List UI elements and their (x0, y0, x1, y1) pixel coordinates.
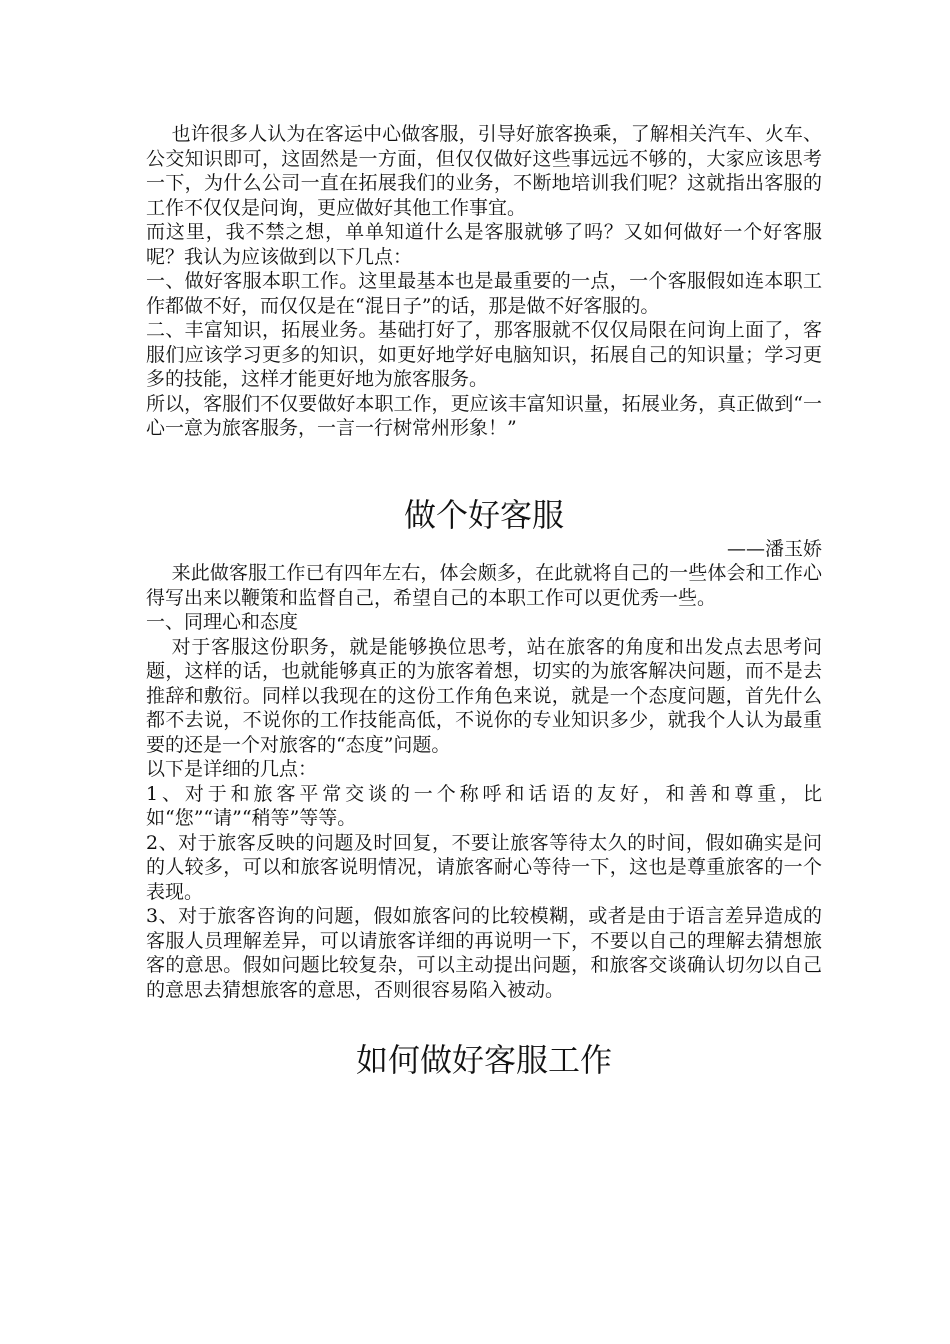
paragraph: 以下是详细的几点： (146, 758, 318, 780)
spacer (146, 441, 822, 493)
paragraph: 也许很多人认为在客运中心做客服，引导好旅客换乘，了解相关汽车、火车、公交知识即可，这固然是一方面，但仅仅做好这些事远远不够的，大家应该思考一下，为什么公司一直在拓展我们的业务，不断地培训我们呢？这就指出客服的工作不仅仅是问询，更应做好其他工作事宜。 (146, 123, 822, 219)
section-title: 如何做好客服工作 (355, 1041, 612, 1079)
spacer (146, 1002, 822, 1038)
list-item: 1、对于和旅客平常交谈的一个称呼和话语的友好，和善和尊重，比如“您”“请”“稍等”等等。 (146, 782, 822, 829)
list-item: 3、对于旅客咨询的问题，假如旅客问的比较模糊，或者是由于语言差异造成的客服人员理解差异，可以请旅客详细的再说明一下，不要以自己的理解去猜想旅客的意思。假如问题比较复杂，可以主动提出问题，和旅客交谈确认切勿以自己的意思去猜想旅客的意思，否则很容易陷入被动。 (146, 905, 822, 1001)
paragraph: 二、丰富知识，拓展业务。基础打好了，那客服就不仅仅局限在问询上面了，客服们应该学习更多的知识，如更好地学好电脑知识，拓展自己的知识量；学习更多的技能，这样才能更好地为旅客服务。 (146, 319, 822, 390)
paragraph: 而这里，我不禁之想，单单知道什么是客服就够了吗？又如何做好一个好客服呢？我认为应该做到以下几点： (146, 221, 822, 268)
section-title: 做个好客服 (403, 495, 564, 534)
author-line: ——潘玉娇 (726, 537, 822, 560)
paragraph: 所以，客服们不仅要做好本职工作，更应该丰富知识量，拓展业务，真正做到“一心一意为旅客服务，一言一行树常州形象！” (146, 392, 822, 439)
paragraph: 对于客服这份职务，就是能够换位思考，站在旅客的角度和出发点去思考问题，这样的话，也就能够真正的为旅客着想，切实的为旅客解决问题，而不是去推辞和敷衍。同样以我现在的这份工作角色来说，就是一个态度问题，首先什么都不去说，不说你的工作技能高低，不说你的专业知识多少，就我个人认为最重要的还是一个对旅客的“态度”问题。 (146, 635, 822, 756)
document-page (146, 122, 822, 1082)
list-item: 2、对于旅客反映的问题及时回复，不要让旅客等待太久的时间，假如确实是问的人较多，可以和旅客说明情况，请旅客耐心等待一下，这也是尊重旅客的一个表现。 (146, 831, 822, 903)
subheading: 一、同理心和态度 (146, 611, 299, 633)
paragraph: 来此做客服工作已有四年左右，体会颇多，在此就将自己的一些体会和工作心得写出来以鞭策和监督自己，希望自己的本职工作可以更优秀一些。 (146, 562, 822, 609)
paragraph: 一、做好客服本职工作。这里最基本也是最重要的一点，一个客服假如连本职工作都做不好，而仅仅是在“混日子”的话，那是做不好客服的。 (146, 270, 822, 317)
